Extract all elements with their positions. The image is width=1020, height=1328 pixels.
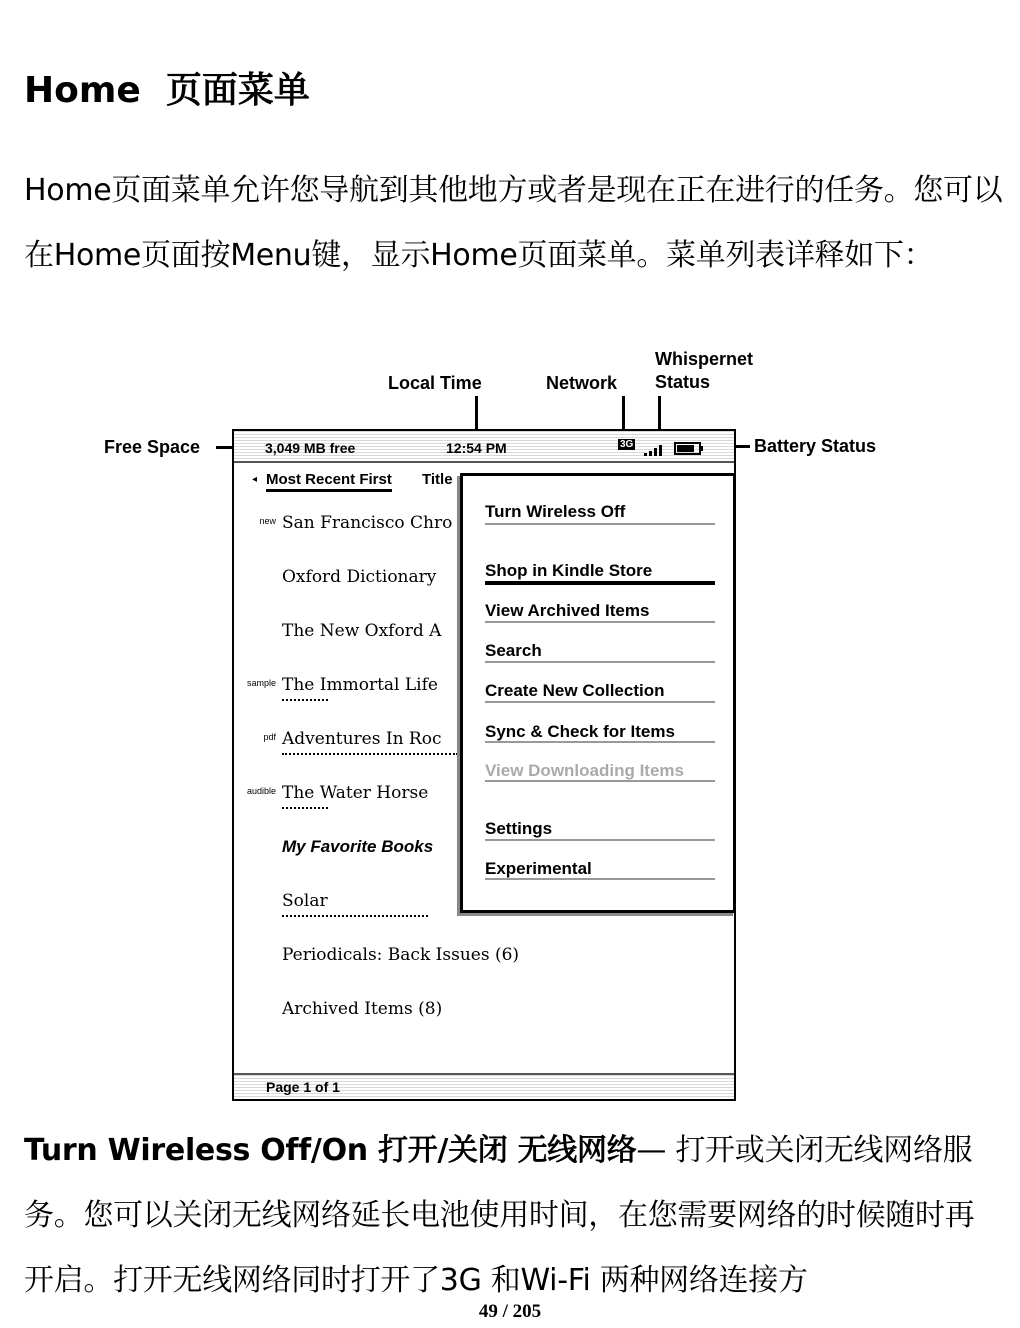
clock-readout: 12:54 PM <box>446 440 507 456</box>
callout-local-time-line <box>475 396 478 432</box>
menu-item-sync-check[interactable]: Sync & Check for Items <box>485 722 675 741</box>
callout-whispernet <box>655 348 753 394</box>
intro-paragraph: Home页面菜单允许您导航到其他地方或者是现在正在进行的任务。您可以在Home页面按Menu键，显示Home页面菜单。菜单列表详释如下： <box>24 173 1003 273</box>
progress-dots <box>282 753 458 755</box>
archived-items-item[interactable]: Archived Items (8) <box>282 999 443 1019</box>
section-term: Turn Wireless Off/On 打开/关闭 无线网络 <box>24 1133 637 1168</box>
network-3g-badge: 3G <box>620 439 634 450</box>
page-indicator: Page 1 of 1 <box>266 1079 340 1095</box>
callout-whispernet-line1: Whispernet <box>655 349 754 369</box>
book-item[interactable]: The New Oxford A <box>282 621 442 641</box>
menu-divider <box>485 741 715 743</box>
menu-item-create-collection[interactable]: Create New Collection <box>485 681 665 700</box>
battery-icon <box>674 440 704 453</box>
menu-item-shop-kindle-store[interactable]: Shop in Kindle Store <box>485 561 653 580</box>
sort-most-recent[interactable]: Most Recent First <box>266 471 392 492</box>
menu-divider <box>485 839 715 841</box>
sort-title[interactable]: Title <box>422 471 453 488</box>
menu-divider <box>485 621 715 623</box>
callout-network: Network <box>546 373 618 393</box>
menu-divider <box>485 878 715 880</box>
progress-dots <box>282 915 428 917</box>
book-tag-new: new <box>259 516 276 526</box>
menu-item-settings[interactable]: Settings <box>485 819 553 838</box>
progress-dots <box>282 807 328 809</box>
menu-item-turn-wireless-off[interactable]: Turn Wireless Off <box>485 502 626 521</box>
book-item[interactable]: San Francisco Chro <box>282 513 453 533</box>
section-dash: — <box>636 1133 676 1168</box>
book-item[interactable]: Solar <box>282 891 328 911</box>
book-item[interactable]: Oxford Dictionary <box>282 567 437 587</box>
free-space-readout: 3,049 MB free <box>265 440 356 456</box>
signal-bars-icon <box>644 441 666 453</box>
page-number: 49 / 205 <box>478 1301 542 1322</box>
menu-divider <box>485 701 715 703</box>
book-tag-audible: audible <box>246 786 276 796</box>
menu-selection-underline <box>485 581 715 585</box>
menu-item-search[interactable]: Search <box>485 641 542 660</box>
callout-local-time: Local Time <box>388 373 482 393</box>
menu-item-view-archived[interactable]: View Archived Items <box>485 601 650 620</box>
status-bar <box>234 431 734 463</box>
book-tag-pdf: pdf <box>263 732 276 742</box>
page-bar <box>234 1073 734 1099</box>
progress-dots <box>282 699 328 701</box>
collection-item[interactable]: My Favorite Books <box>282 837 434 856</box>
book-item[interactable]: The Immortal Life <box>282 675 438 695</box>
menu-divider <box>485 661 715 663</box>
section-body: 打开或关闭无线网络服务。您可以关闭无线网络延长电池使用时间，在您需要网络的时候随时再开启。打开无线网络同时打开了3G 和Wi-Fi 两种网络连接方 <box>24 1133 975 1298</box>
home-menu <box>460 473 736 913</box>
periodicals-item[interactable]: Periodicals: Back Issues (6) <box>282 945 520 965</box>
menu-divider <box>485 523 715 525</box>
menu-item-experimental[interactable]: Experimental <box>485 859 592 878</box>
sort-left-arrow-icon[interactable]: ◂ <box>252 474 258 485</box>
callout-whispernet-line2: Status <box>655 372 711 392</box>
callout-battery-status: Battery Status <box>754 436 877 456</box>
book-tag-sample: sample <box>246 678 276 688</box>
menu-item-view-downloading: View Downloading Items <box>485 761 684 780</box>
callout-free-space: Free Space <box>104 437 201 457</box>
book-item[interactable]: Adventures In Roc <box>282 729 442 749</box>
page-heading: Home 页面菜单 <box>24 70 310 111</box>
book-item[interactable]: The Water Horse <box>282 783 429 803</box>
menu-divider <box>485 780 715 782</box>
wireless-section <box>24 1118 1004 1313</box>
